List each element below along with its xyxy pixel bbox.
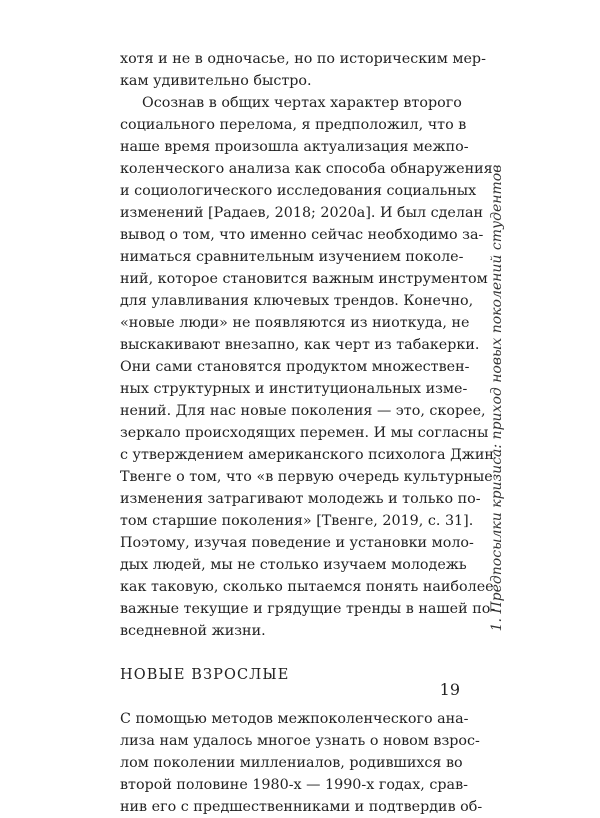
paragraph-continuation xyxy=(120,48,486,92)
text-line: наше время произошла актуализация межпо- xyxy=(120,139,469,155)
text-line: нив его с предшественниками и подтвердив об- xyxy=(120,799,483,815)
text-line: Они сами становятся продуктом множествен- xyxy=(120,359,470,375)
text-line: Осознав в общих чертах характер второго xyxy=(142,95,462,111)
text-line: кам удивительно быстро. xyxy=(120,73,312,89)
text-line: ниматься сравнительным изучением поколе- xyxy=(120,249,464,265)
text-line: изменений [Радаев, 2018; 2020a]. И был сделан xyxy=(120,205,484,221)
text-line: важные текущие и грядущие тренды в нашей по- xyxy=(120,601,496,617)
text-line: ных структурных и институциональных изме- xyxy=(120,381,468,397)
paragraph-new-adults xyxy=(120,708,483,818)
text-line: хотя и не в одночасье, но по историческим мер- xyxy=(120,51,486,67)
section-heading: НОВЫЕ ВЗРОСЛЫЕ xyxy=(120,667,290,683)
text-line: для улавливания ключевых трендов. Конечно, xyxy=(120,293,474,309)
text-line: Поэтому, изучая поведение и установки моло- xyxy=(120,535,474,551)
text-line: выскакивают внезапно, как черт из табакерки. xyxy=(120,337,480,353)
text-line: том старшие поколения» [Твенге, 2019, с. 31]. xyxy=(120,513,474,529)
text-line: С помощью методов межпоколенческого ана- xyxy=(120,711,469,727)
text-line: ний, которое становится важным инструментом xyxy=(120,271,488,287)
text-line: второй половине 1980-х — 1990-х годах, срав- xyxy=(120,777,468,793)
text-line: и социологического исследования социальных xyxy=(120,183,477,199)
text-line: коленческого анализа как способа обнаружения xyxy=(120,161,493,177)
page-number: 19 xyxy=(439,680,460,699)
text-line: зеркало происходящих перемен. И мы согласны xyxy=(120,425,489,441)
text-line: «новые люди» не появляются из ниоткуда, не xyxy=(120,315,470,331)
main-text-column xyxy=(120,48,496,818)
text-line: изменения затрагивают молодежь и только по- xyxy=(120,491,481,507)
paragraph-social-shift xyxy=(120,92,496,642)
text-line: Твенге о том, что «в первую очередь культурные xyxy=(120,469,493,485)
text-line: вывод о том, что именно сейчас необходимо за- xyxy=(120,227,484,243)
text-line: как таковую, сколько пытаемся понять наиболее xyxy=(120,579,494,595)
text-line: с утверждением американского психолога Джин xyxy=(120,447,494,463)
text-line: нений. Для нас новые поколения — это, скорее, xyxy=(120,403,486,419)
running-head: 1. Предпосылки кризиса: приход новых поколений студентов xyxy=(489,164,505,632)
text-line: лиза нам удалось многое узнать о новом взрос- xyxy=(120,733,480,749)
text-line: социального перелома, я предположил, что в xyxy=(120,117,467,133)
text-line: вседневной жизни. xyxy=(120,623,266,639)
text-line: дых людей, мы не столько изучаем молодежь xyxy=(120,557,467,573)
text-line: лом поколении миллениалов, родившихся во xyxy=(120,755,463,771)
